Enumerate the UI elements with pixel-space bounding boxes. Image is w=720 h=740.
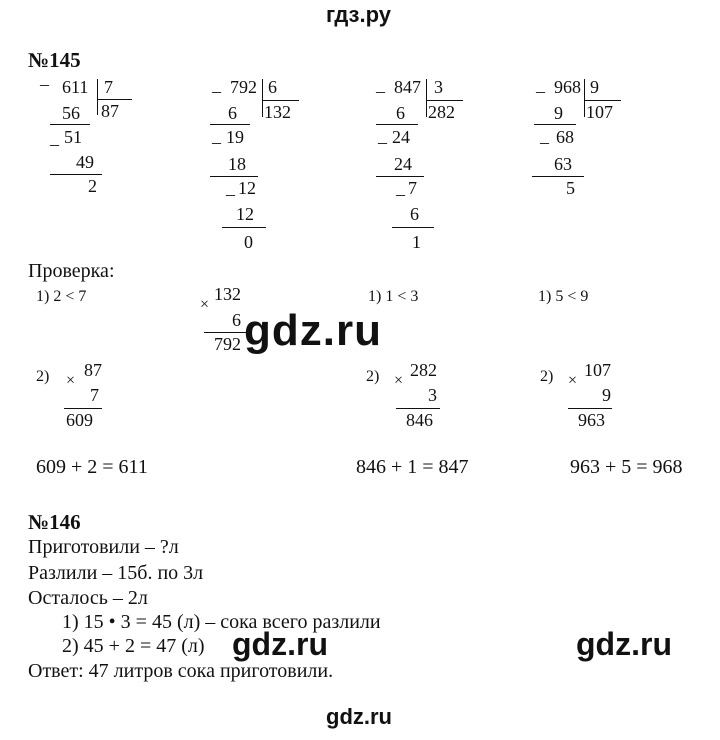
step-rem: 24 [392, 127, 410, 147]
watermark-footer: gdz.ru [326, 704, 392, 729]
step-rem: 7 [408, 178, 417, 198]
divisor: 9 [590, 77, 599, 97]
check-3-step1: 1) 1 < 3 [368, 288, 419, 305]
task-146-title: №146 [28, 510, 81, 534]
step-sub: 49 [76, 152, 94, 172]
given-prepared: Приготовили – ?л [28, 536, 179, 558]
watermark-bottom-left: gdz.ru [232, 626, 328, 662]
step-sub: 24 [394, 154, 412, 174]
divisor: 7 [104, 77, 113, 97]
solution-step-1: 1) 15 • 3 = 45 (л) – сока всего разлили [62, 611, 381, 633]
site-header: гдз.ру [326, 2, 391, 27]
dividend: 611 [62, 77, 89, 97]
step-sub: 6 [396, 103, 405, 123]
sum-3: 846 + 1 = 847 [356, 456, 469, 478]
answer: Ответ: 47 литров сока приготовили. [28, 660, 334, 682]
step-rem: 12 [238, 178, 256, 198]
sum-4: 963 + 5 = 968 [570, 456, 683, 478]
step-rem: 51 [64, 127, 82, 147]
step-rem: 1 [412, 232, 421, 252]
sum-1: 609 + 2 = 611 [36, 456, 148, 478]
divisor: 3 [434, 77, 443, 97]
quotient: 87 [101, 101, 119, 121]
dividend: 792 [230, 77, 257, 97]
step-sub: 63 [554, 154, 572, 174]
step-sub: 6 [228, 103, 237, 123]
given-left: Осталось – 2л [28, 587, 148, 609]
quotient: 132 [264, 102, 291, 122]
quotient: 107 [586, 102, 613, 122]
quotient: 282 [428, 102, 455, 122]
step-sub: 9 [554, 103, 563, 123]
step-sub: 18 [228, 154, 246, 174]
check-4-step1: 1) 5 < 9 [538, 288, 589, 305]
task-145-title: №145 [28, 48, 81, 72]
step-rem: 19 [226, 127, 244, 147]
watermark-center: gdz.ru [244, 306, 382, 355]
given-poured: Разлили – 15б. по 3л [28, 562, 204, 584]
dividend: 968 [554, 77, 581, 97]
watermark-bottom-right: gdz.ru [576, 626, 672, 662]
solution-step-2: 2) 45 + 2 = 47 (л) [62, 635, 205, 657]
check-label: Проверка: [28, 260, 115, 282]
step-sub: 56 [62, 103, 80, 123]
step-rem: 5 [566, 178, 575, 198]
step-rem: 2 [88, 176, 97, 196]
dividend: 847 [394, 77, 421, 97]
check-1-step1: 1) 2 < 7 [36, 288, 87, 305]
step-sub: 12 [236, 204, 254, 224]
step-rem: 68 [556, 127, 574, 147]
divisor: 6 [268, 77, 277, 97]
step-rem: 0 [244, 232, 253, 252]
step-sub: 6 [410, 204, 419, 224]
